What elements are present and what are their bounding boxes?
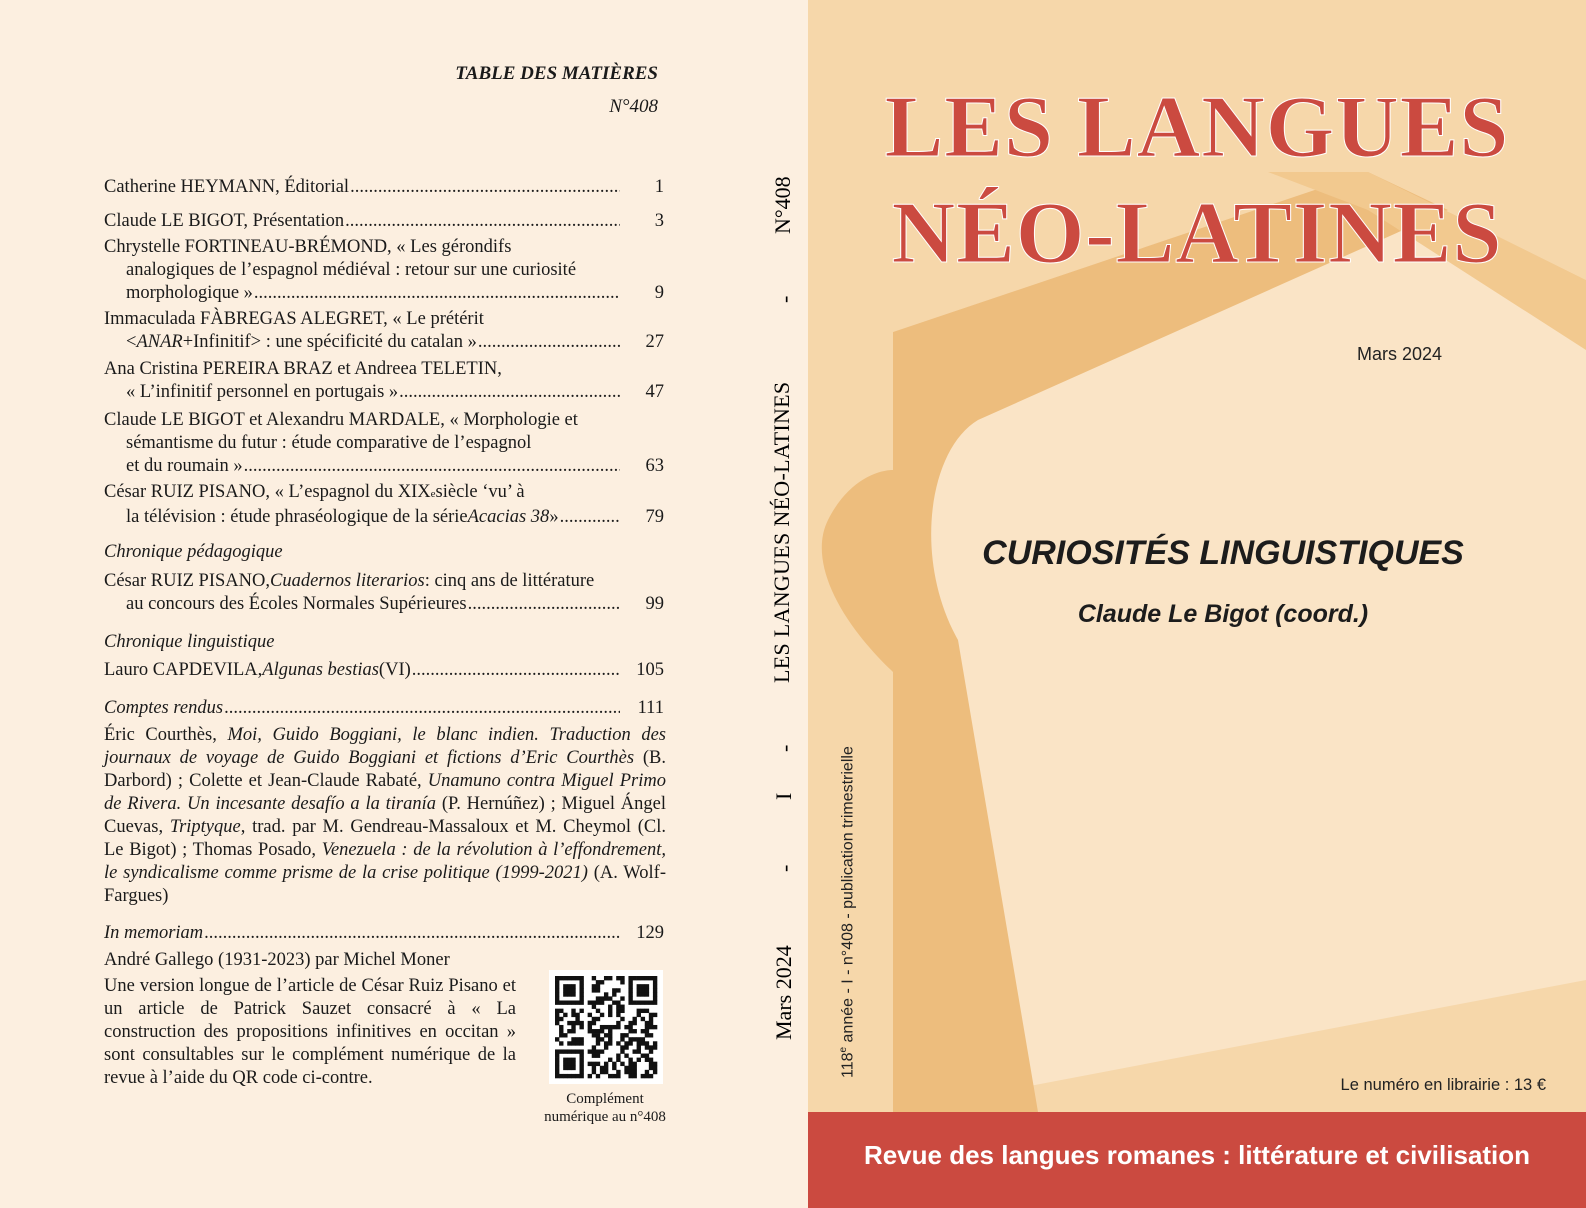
toc-entry-text: et du roumain » bbox=[126, 456, 243, 476]
toc-entry-text: au concours des Écoles Normales Supérieures bbox=[126, 594, 467, 614]
review-text: (B. Darbord) ; Colette et Jean-Claude Rabaté, bbox=[104, 748, 667, 791]
toc-entry-italic: ANAR bbox=[136, 332, 183, 352]
cover-title-line-2: NÉO-LATINES bbox=[891, 185, 1503, 282]
review-text: , trad. par M. Gendreau-Massaloux et M. Cheymol (Cl. Le Bigot) ; Thomas Posado, bbox=[104, 817, 666, 860]
review-text: (A. Wolf-Fargues) bbox=[104, 863, 666, 906]
toc-entry-text: César RUIZ PISANO, « L’espagnol du XIX bbox=[104, 482, 431, 502]
review-text: (P. Hernúñez) ; Miguel Ángel Cuevas, bbox=[104, 794, 666, 837]
toc-page: 105 bbox=[636, 660, 664, 680]
toc-page: 129 bbox=[636, 923, 664, 943]
spine-title: LES LANGUES NÉO-LATINES bbox=[769, 381, 794, 683]
toc-entry-text: sémantisme du futur : étude comparative de l’espagnol bbox=[126, 433, 532, 453]
toc-entry bbox=[104, 210, 664, 233]
section-heading-linguistique: Chronique linguistique bbox=[104, 632, 275, 652]
toc-entry-italic: Acacias 38 bbox=[467, 507, 550, 527]
toc-page: 47 bbox=[645, 382, 664, 402]
review-text: Éric Courthès, bbox=[104, 725, 228, 745]
toc-page: 79 bbox=[645, 507, 664, 527]
toc-entry-text: Chrystelle FORTINEAU-BRÉMOND, « Les gérondifs bbox=[104, 237, 512, 257]
qr-note: Une version longue de l’article de César Ruiz Pisano et un article de Patrick Sauzet consacré à « La construction des propositions infinitives en occitan » sont consultables sur le complément numérique de la revue à l’aide du QR code ci-contre. bbox=[104, 976, 516, 1088]
toc-entry-text: Claude LE BIGOT et Alexandru MARDALE, « Morphologie et bbox=[104, 410, 578, 430]
toc-page: 111 bbox=[637, 698, 664, 718]
superscript: e bbox=[430, 488, 436, 500]
toc-entry-comptes-rendus bbox=[104, 697, 664, 720]
toc-page: 1 bbox=[654, 177, 664, 197]
review-title: Venezuela : de la révolution à l’effondrement, le syndicalisme comme prisme de la crise politique (1999-2021) bbox=[104, 840, 666, 883]
toc-page: 9 bbox=[654, 283, 664, 303]
toc-entry-text: la télévision : étude phraséologique de la série bbox=[126, 507, 468, 527]
toc-entry-text: Catherine HEYMANN, Éditorial bbox=[104, 177, 350, 197]
qr-caption-line: Complément bbox=[566, 1091, 644, 1107]
cover-tagline: Revue des langues romanes : littérature et civilisation bbox=[863, 1140, 1531, 1170]
toc-entry-text: analogiques de l’espagnol médiéval : retour sur une curiosité bbox=[126, 260, 577, 280]
toc-entry-text: morphologique » bbox=[126, 283, 253, 303]
cover-coordinator: Claude Le Bigot (coord.) bbox=[1077, 600, 1369, 628]
toc-entry bbox=[104, 481, 664, 529]
toc-entry-text: Lauro CAPDEVILA, bbox=[104, 660, 263, 680]
toc-entry-italic: Algunas bestias bbox=[262, 660, 379, 680]
spine-separator: - bbox=[772, 744, 797, 752]
qr-code-graphic bbox=[549, 970, 663, 1084]
section-heading-comptes-rendus: Comptes rendus bbox=[104, 698, 224, 718]
toc-entry-text: Ana Cristina PEREIRA BRAZ et Andreea TELETIN, bbox=[104, 359, 502, 379]
spine-separator: - bbox=[772, 295, 797, 303]
cover-bottom-band bbox=[808, 1112, 1586, 1208]
qr-caption-line: numérique au n°408 bbox=[544, 1109, 666, 1125]
cover-side-text-part: 118 bbox=[839, 1052, 857, 1078]
toc-entry bbox=[104, 949, 664, 972]
toc-entry-text: < bbox=[126, 332, 137, 352]
toc-entry-text: César RUIZ PISANO, bbox=[104, 571, 270, 591]
toc-entry bbox=[104, 409, 664, 478]
toc-entry-text: siècle ‘vu’ à bbox=[435, 482, 525, 502]
review-title: Unamuno contra Miguel Primo de Rivera. Un incesante desafío a la tiranía bbox=[104, 771, 666, 814]
toc-entry-text: » bbox=[549, 507, 559, 527]
toc-entry bbox=[104, 308, 664, 354]
toc-entry-text: : cinq ans de littérature bbox=[424, 571, 595, 591]
front-cover bbox=[808, 0, 1586, 1208]
comptes-rendus-text bbox=[104, 724, 666, 908]
toc-entry-text: André Gallego (1931-2023) par Michel Moner bbox=[104, 950, 450, 970]
spine-date: Mars 2024 bbox=[771, 945, 796, 1040]
cover-title-line-1: LES LANGUES bbox=[884, 79, 1510, 176]
review-title: Moi, Guido Boggiani, le blanc indien. Traduction des journaux de voyage de Guido Boggiani et fictions d’Eric Courthès bbox=[104, 725, 666, 768]
toc-page: 99 bbox=[645, 594, 664, 614]
toc-title: TABLE DES MATIÈRES bbox=[455, 63, 658, 84]
toc-entry bbox=[104, 176, 664, 199]
toc-entry bbox=[104, 358, 664, 404]
spine-separator: - bbox=[772, 864, 797, 872]
cover-side-text bbox=[838, 746, 857, 1078]
toc-entry-text: (VI) bbox=[378, 660, 411, 680]
toc-entry bbox=[104, 570, 664, 616]
cover-price: Le numéro en librairie : 13 € bbox=[1340, 1076, 1546, 1094]
superscript: e bbox=[838, 1046, 849, 1053]
spine-issue-number: N°408 bbox=[770, 176, 795, 234]
qr-code bbox=[549, 970, 663, 1084]
toc-page: 27 bbox=[645, 332, 664, 352]
cover-date: Mars 2024 bbox=[1357, 344, 1443, 364]
toc-page: 3 bbox=[654, 211, 664, 231]
toc-issue-number: N°408 bbox=[609, 96, 658, 117]
toc-page: 63 bbox=[645, 456, 664, 476]
toc-entry-text: « L’infinitif personnel en portugais » bbox=[126, 382, 399, 402]
section-heading-in-memoriam: In memoriam bbox=[104, 923, 204, 943]
toc-entry-text: Claude LE BIGOT, Présentation bbox=[104, 211, 345, 231]
review-title: Triptyque bbox=[169, 817, 241, 837]
cover-side-text-part: année - I - n°408 - publication trimestrielle bbox=[839, 746, 857, 1047]
section-heading-pedagogique: Chronique pédagogique bbox=[104, 542, 283, 562]
cover-theme: CURIOSITÉS LINGUISTIQUES bbox=[982, 534, 1464, 572]
toc-entry-italic: Cuadernos literarios bbox=[269, 571, 425, 591]
toc-entry-text: +Infinitif> : une spécificité du catalan » bbox=[182, 332, 477, 352]
spine-volume: I bbox=[771, 792, 796, 800]
qr-caption bbox=[530, 1090, 680, 1126]
toc-entry bbox=[104, 659, 664, 682]
toc-entry-in-memoriam bbox=[104, 922, 664, 945]
toc-entry-text: Immaculada FÀBREGAS ALEGRET, « Le prétérit bbox=[104, 309, 484, 329]
toc-entry bbox=[104, 236, 664, 305]
